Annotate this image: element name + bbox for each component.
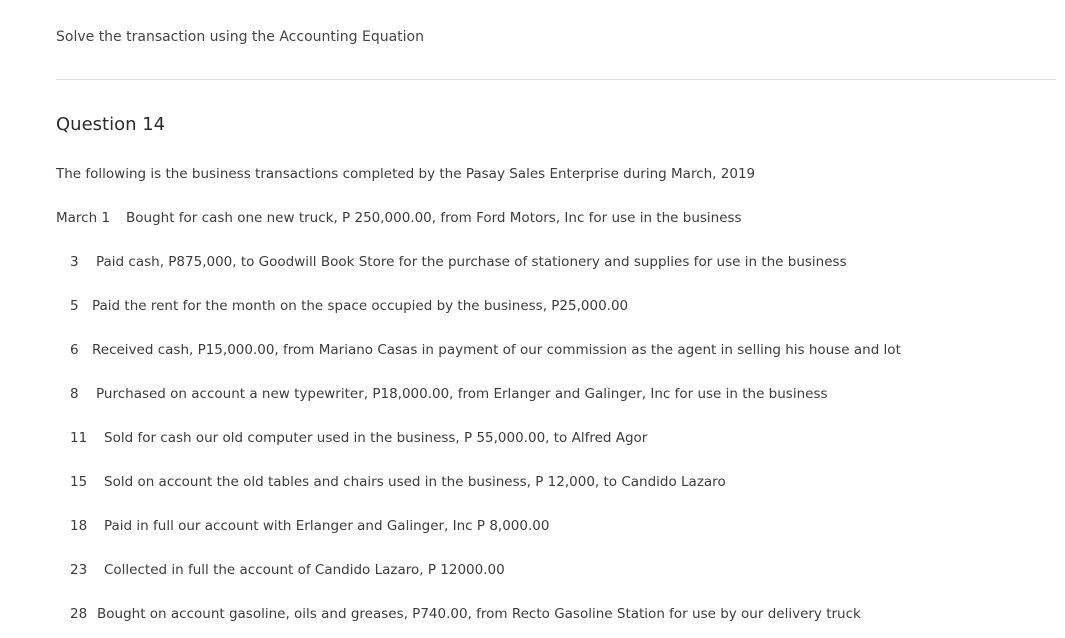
instruction-text: Solve the transaction using the Accounting Equation bbox=[56, 29, 424, 45]
transaction-date: March 1 bbox=[56, 210, 111, 226]
transaction-date: 5 bbox=[70, 298, 79, 314]
transaction-date: 28 bbox=[70, 606, 88, 622]
transaction-date: 15 bbox=[70, 474, 88, 490]
transaction-row bbox=[70, 298, 628, 314]
transaction-text: Sold on account the old tables and chairs used in the business, P 12,000, to Candido Lazaro bbox=[104, 474, 726, 490]
transaction-text: Paid cash, P875,000, to Goodwill Book Store for the purchase of stationery and supplies for use in the business bbox=[96, 254, 847, 270]
transaction-text: Purchased on account a new typewriter, P18,000.00, from Erlanger and Galinger, Inc for use in the business bbox=[96, 386, 828, 402]
transaction-date: 23 bbox=[70, 562, 88, 578]
transaction-date: 11 bbox=[70, 430, 88, 446]
transaction-date: 6 bbox=[70, 342, 79, 358]
transaction-row bbox=[70, 254, 847, 270]
transaction-text: Paid in full our account with Erlanger and Galinger, Inc P 8,000.00 bbox=[104, 518, 550, 534]
transaction-text: Bought on account gasoline, oils and greases, P740.00, from Recto Gasoline Station for use by our delivery truck bbox=[97, 606, 861, 622]
transaction-row bbox=[56, 210, 742, 226]
transaction-date: 18 bbox=[70, 518, 88, 534]
transaction-date: 8 bbox=[70, 386, 79, 402]
transaction-row bbox=[70, 606, 861, 622]
transaction-row bbox=[70, 518, 549, 534]
transaction-row bbox=[70, 386, 828, 402]
transaction-text: Bought for cash one new truck, P 250,000.00, from Ford Motors, Inc for use in the business bbox=[126, 210, 742, 226]
transaction-text: Received cash, P15,000.00, from Mariano Casas in payment of our commission as the agent in selling his house and lot bbox=[92, 342, 901, 358]
transaction-text: Sold for cash our old computer used in the business, P 55,000.00, to Alfred Agor bbox=[104, 430, 648, 446]
transaction-date: 3 bbox=[70, 254, 79, 270]
question-intro: The following is the business transactions completed by the Pasay Sales Enterprise during March, 2019 bbox=[56, 166, 756, 182]
transaction-text: Collected in full the account of Candido Lazaro, P 12000.00 bbox=[104, 562, 505, 578]
transaction-row bbox=[70, 430, 647, 446]
transaction-row bbox=[70, 562, 505, 578]
question-title: Question 14 bbox=[56, 114, 166, 135]
transaction-text: Paid the rent for the month on the space occupied by the business, P25,000.00 bbox=[92, 298, 629, 314]
section-divider bbox=[56, 79, 1056, 80]
transaction-row bbox=[70, 474, 726, 490]
transaction-row bbox=[70, 342, 901, 358]
